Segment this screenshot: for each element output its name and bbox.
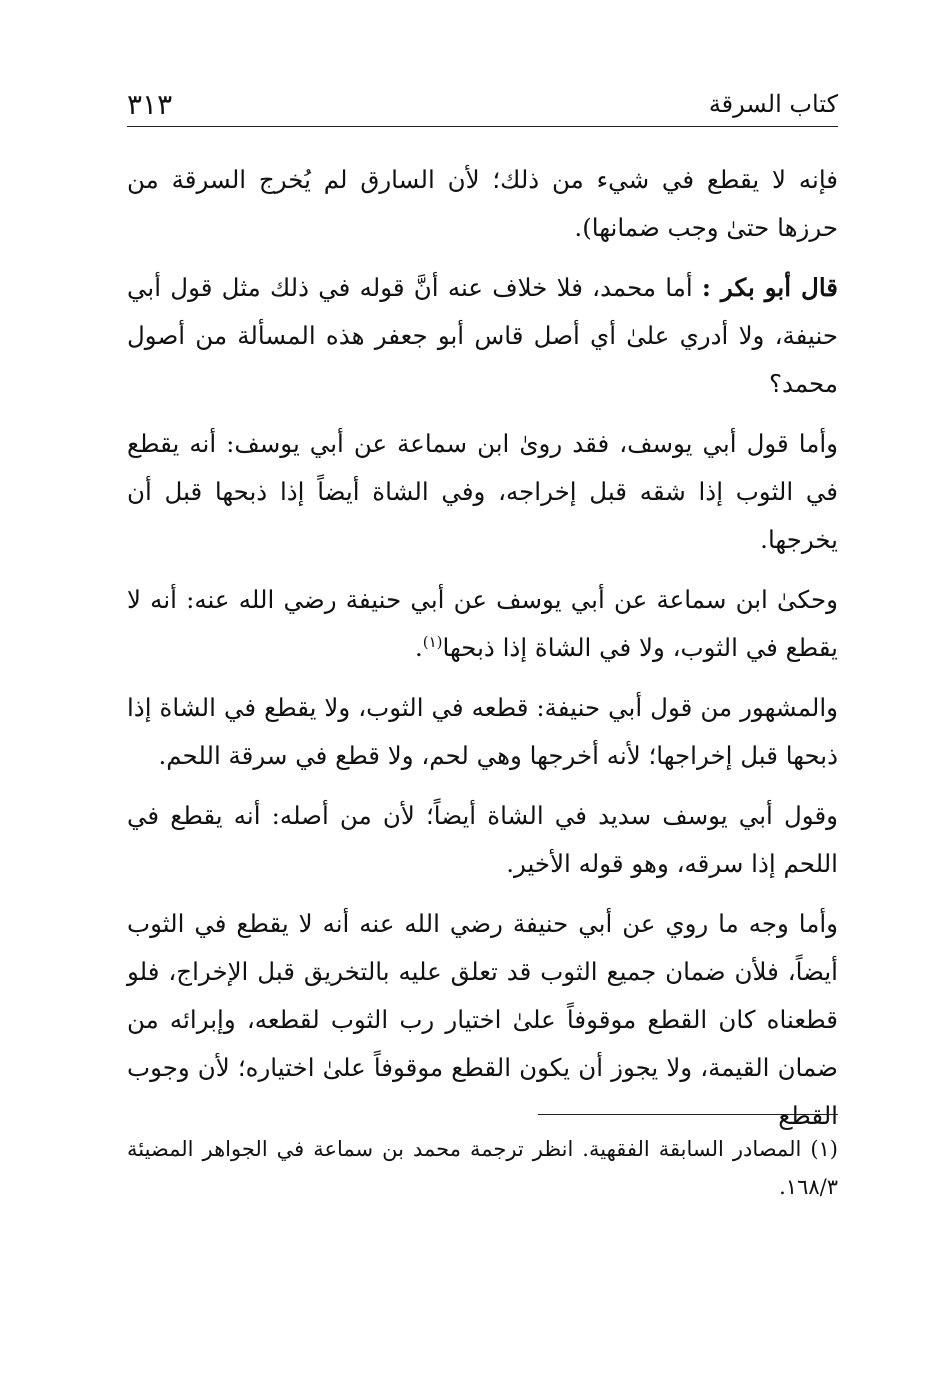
paragraph: فإنه لا يقطع في شيء من ذلك؛ لأن السارق لم يُخرج السرقة من حرزها حتىٰ وجب ضمانها). [127, 165, 838, 242]
page-header [127, 82, 838, 127]
paragraph: وأما قول أبي يوسف، فقد روىٰ ابن سماعة عن أبي يوسف: أنه يقطع في الثوب إذا شقه قبل إخراجه، وفي الشاة أيضاً إذا ذبحها قبل أن يخرجها. [127, 429, 838, 554]
page-number: ٣١٣ [127, 87, 173, 121]
page-body [127, 156, 838, 1152]
footnote-divider [538, 1114, 838, 1115]
footnote: (١) المصادر السابقة الفقهية. انظر ترجمة محمد بن سماعة في الجواهر المضيئة ١٦٨/٣. [127, 1137, 838, 1199]
paragraph: والمشهور من قول أبي حنيفة: قطعه في الثوب، ولا يقطع في الشاة إذا ذبحها قبل إخراجها؛ لأنه أخرجها وهي لحم، ولا قطع في سرقة اللحم. [127, 693, 838, 770]
book-page [127, 82, 838, 1312]
footnote-reference[interactable]: (١) [422, 632, 443, 651]
chapter-title: كتاب السرقة [708, 90, 838, 118]
paragraph: قال أبو بكر : أما محمد، فلا خلاف عنه أنَّ قوله في ذلك مثل قول أبي حنيفة، ولا أدري علىٰ أي أصل قاس أبو جعفر هذه المسألة من أصول محمد؟ [127, 273, 838, 398]
speaker-label: قال أبو بكر : [701, 273, 838, 302]
paragraph: وأما وجه ما روي عن أبي حنيفة رضي الله عنه أنه لا يقطع في الثوب أيضاً، فلأن ضمان جميع الثوب قد تعلق عليه بالتخريق قبل الإخراج، فلو قطعناه كان القطع موقوفاً علىٰ اختيار رب الثوب لقطعه، وإبرائه من ضمان القيمة، ولا يجوز أن يكون القطع موقوفاً علىٰ اختياره؛ لأن وجوب القطع [127, 909, 838, 1130]
paragraph: وقول أبي يوسف سديد في الشاة أيضاً؛ لأن من أصله: أنه يقطع في اللحم إذا سرقه، وهو قوله الأخير. [127, 801, 838, 878]
footnotes [127, 1130, 838, 1206]
paragraph: وحكىٰ ابن سماعة عن أبي يوسف عن أبي حنيفة رضي الله عنه: أنه لا يقطع في الثوب، ولا في الشاة إذا ذبحها$^{(١)}$. [127, 585, 838, 662]
